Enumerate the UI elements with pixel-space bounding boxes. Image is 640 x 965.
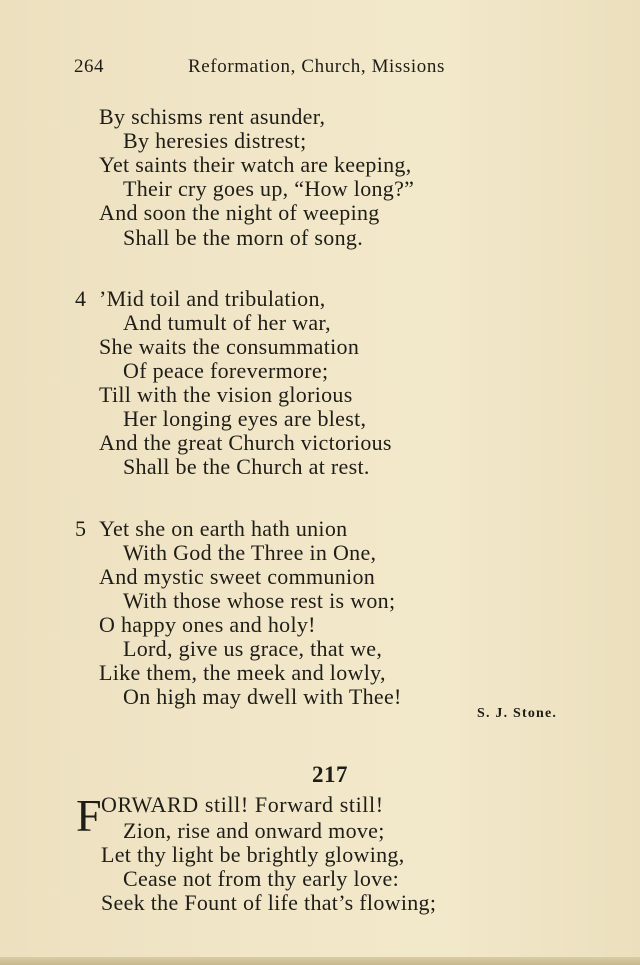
hymn-line-3: Let thy light be brightly glowing, xyxy=(101,842,405,867)
stanza-3-line-3: Yet saints their watch are keeping, xyxy=(99,152,412,177)
stanza-4-line-7: And the great Church victorious xyxy=(99,430,392,455)
stanza-4-line-2: And tumult of her war, xyxy=(123,310,331,335)
stanza-5-line-6: Lord, give us grace, that we, xyxy=(123,636,383,661)
drop-cap: F xyxy=(76,790,102,841)
stanza-5-line-2: With God the Three in One, xyxy=(123,540,377,565)
stanza-5-line-4: With those whose rest is won; xyxy=(123,588,396,613)
running-header xyxy=(0,56,640,82)
stanza-4-line-8: Shall be the Church at rest. xyxy=(123,454,370,479)
stanza-4-line-6: Her longing eyes are blest, xyxy=(123,406,367,431)
stanza-5-line-3: And mystic sweet communion xyxy=(99,564,376,589)
stanza-5-line-1: Yet she on earth hath union xyxy=(99,516,348,541)
stanza-5-line-5: O happy ones and holy! xyxy=(99,612,316,637)
stanza-4-line-3: She waits the consummation xyxy=(99,334,360,359)
hymn-line-5: Seek the Fount of life that’s flowing; xyxy=(101,890,437,915)
stanza-5-number: 5 xyxy=(75,516,86,541)
hymn-line-4: Cease not from thy early love: xyxy=(123,866,399,891)
stanza-3-line-4: Their cry goes up, “How long?” xyxy=(123,176,415,201)
stanza-4-line-5: Till with the vision glorious xyxy=(99,382,353,407)
section-title: Reformation, Church, Missions xyxy=(188,56,445,77)
stanza-4-line-4: Of peace forevermore; xyxy=(123,358,329,383)
hymn-first-line: ORWARD still! Forward still! xyxy=(101,792,384,817)
stanza-3-line-1: By schisms rent asunder, xyxy=(99,104,326,129)
stanza-5-line-8: On high may dwell with Thee! xyxy=(123,684,402,709)
stanza-3-line-2: By heresies distrest; xyxy=(123,128,307,153)
stanza-3-line-6: Shall be the morn of song. xyxy=(123,225,363,250)
page-bottom-edge xyxy=(0,957,640,965)
hymn-number: 217 xyxy=(312,762,348,787)
stanza-4-number: 4 xyxy=(75,286,86,311)
stanza-3-line-5: And soon the night of weeping xyxy=(99,200,380,225)
stanza-4-line-1: ’Mid toil and tribulation, xyxy=(99,286,326,311)
hymn-line-2: Zion, rise and onward move; xyxy=(123,818,385,843)
page-number: 264 xyxy=(74,56,104,77)
stanza-5-line-7: Like them, the meek and lowly, xyxy=(99,660,386,685)
author-attribution: S. J. Stone. xyxy=(477,706,558,721)
